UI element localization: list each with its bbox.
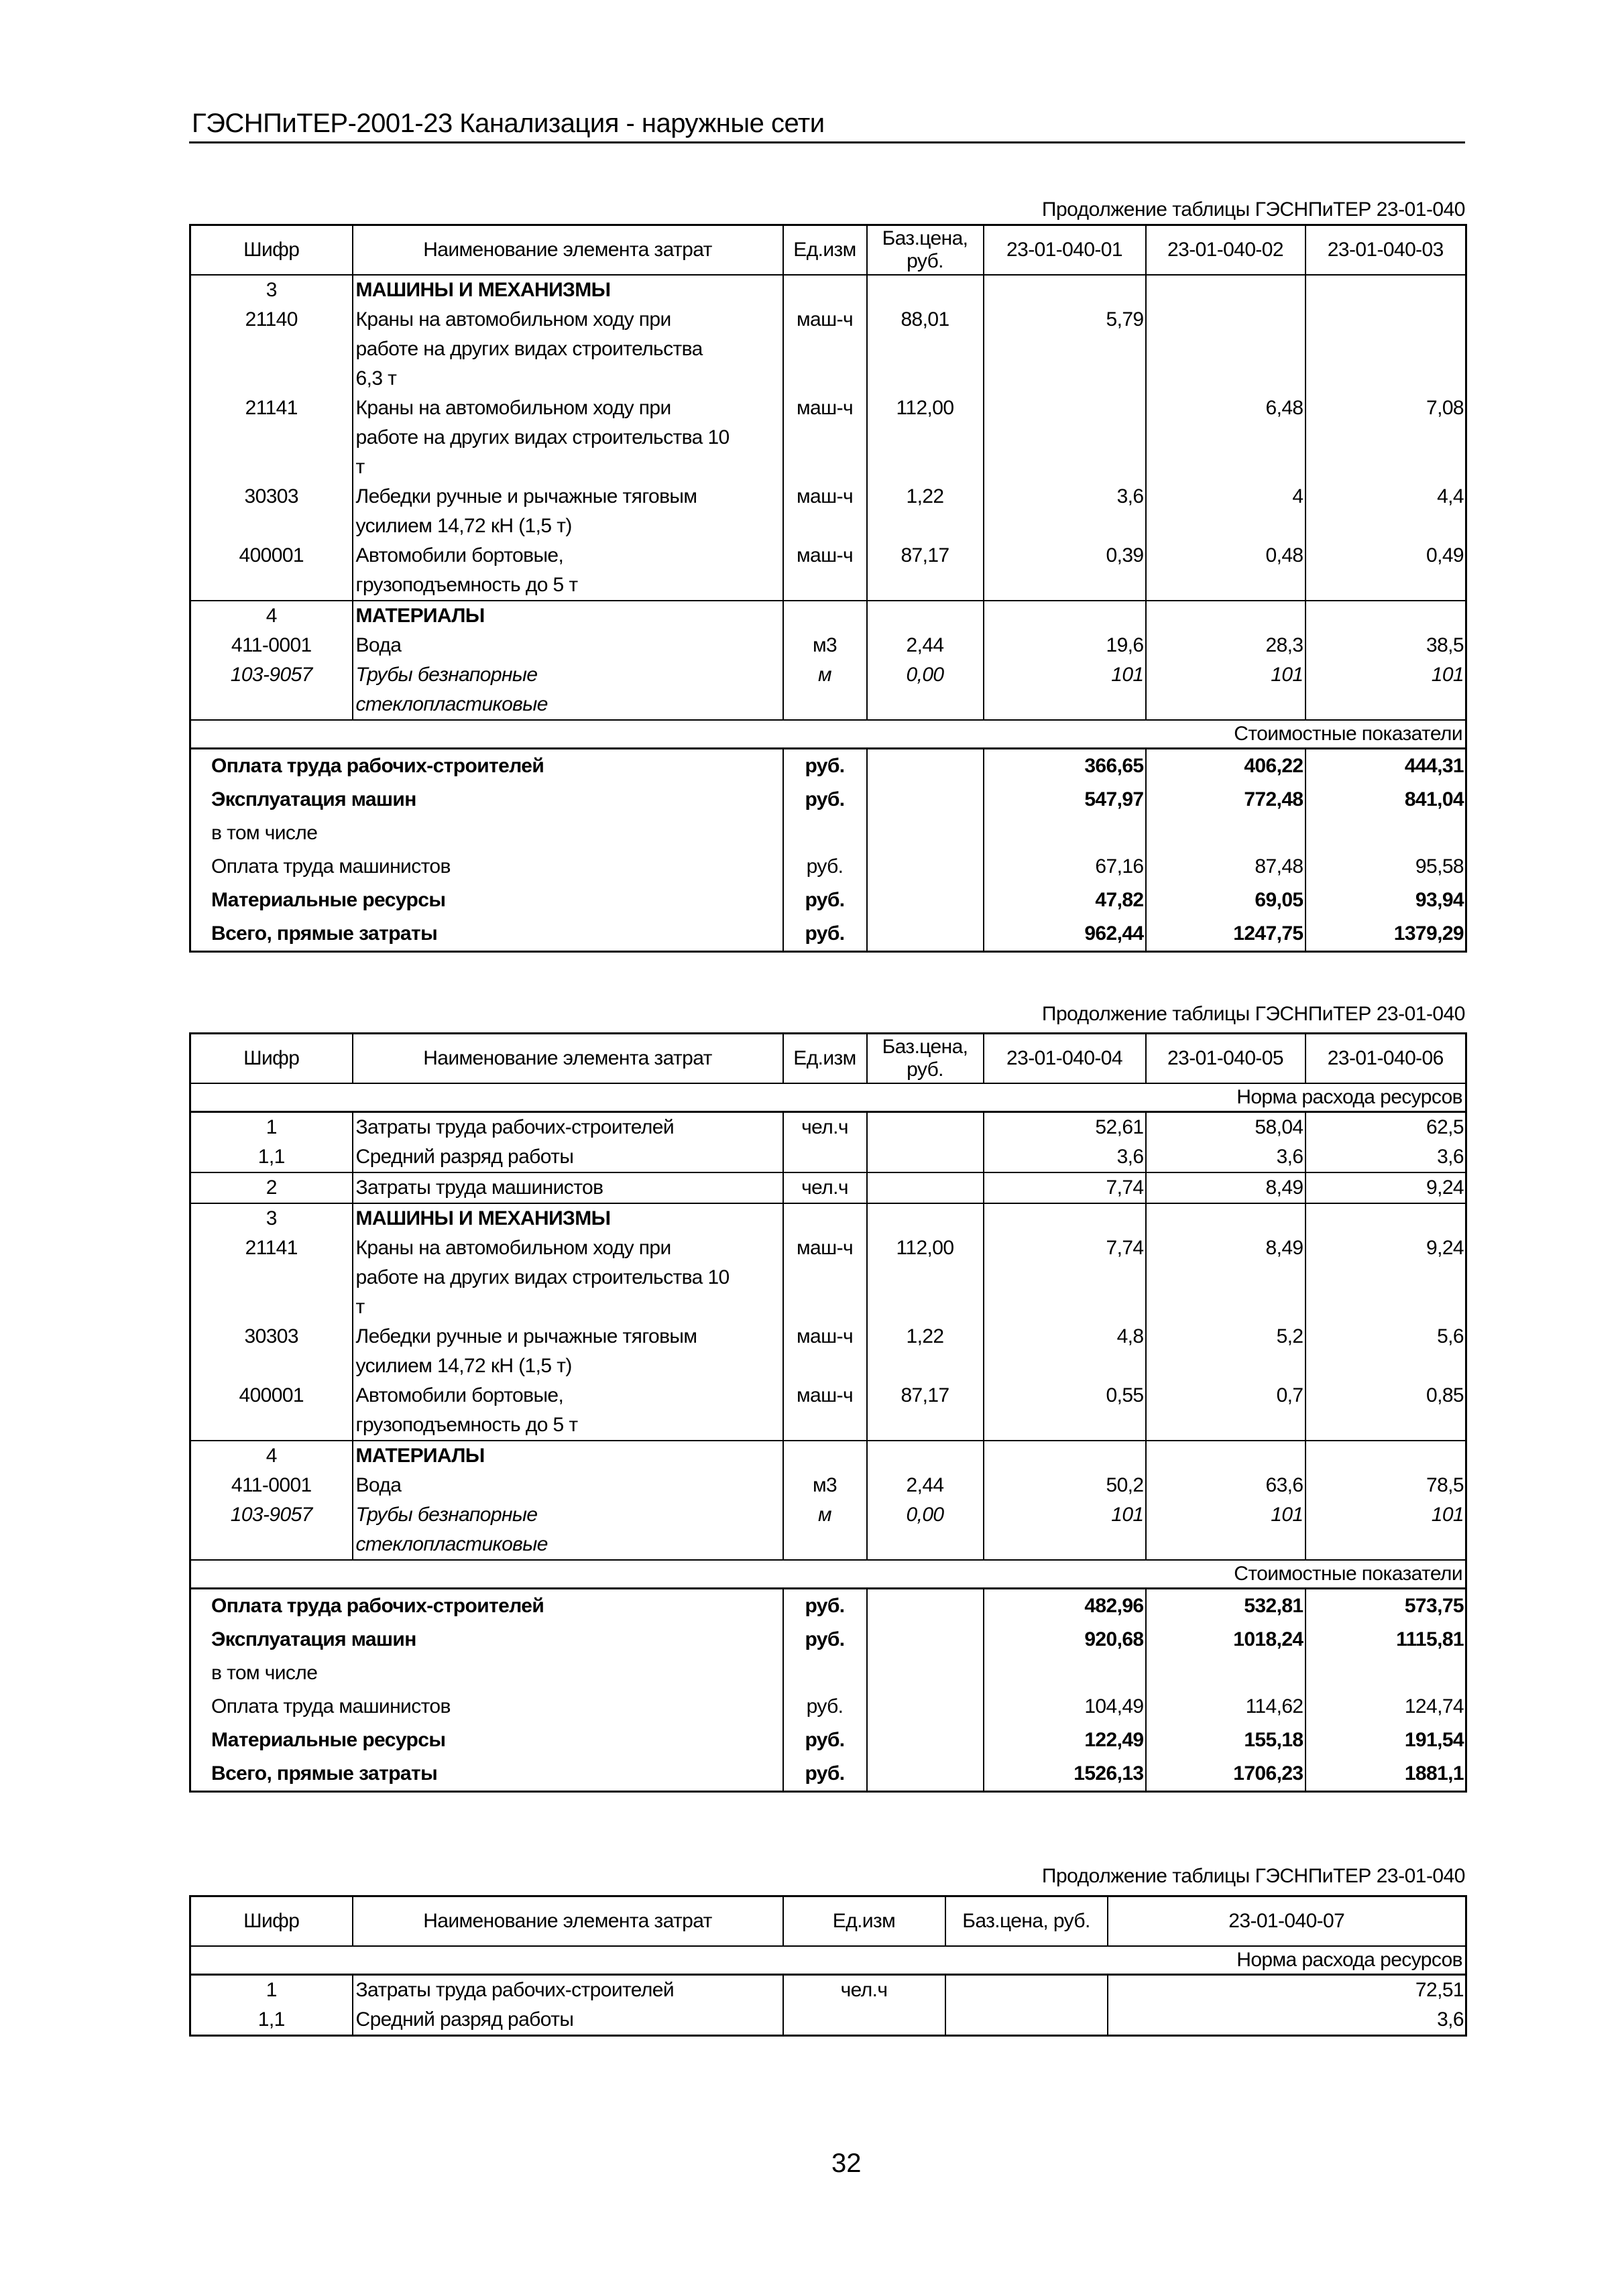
resource-name: Вода	[353, 1471, 783, 1500]
cost-value: 1247,75	[1146, 917, 1306, 952]
base-price	[867, 1441, 984, 1471]
cost-value	[1146, 1656, 1306, 1690]
cost-name: Материальные ресурсы	[211, 1729, 446, 1751]
resource-code: 30303	[244, 485, 298, 507]
base-price	[867, 1172, 984, 1203]
norm-value	[984, 601, 1146, 631]
norm-value	[984, 394, 1146, 482]
base-price: 87,17	[867, 541, 984, 601]
cost-value: 547,97	[984, 783, 1146, 817]
norm-value: 101	[1306, 1500, 1466, 1560]
cost-value: 87,48	[1146, 850, 1306, 884]
column-header: Баз.цена, руб.	[867, 225, 984, 276]
section-title: МАТЕРИАЛЫ	[353, 1441, 783, 1471]
unit: м	[783, 660, 867, 720]
unit: маш-ч	[783, 1381, 867, 1441]
cost-value: 841,04	[1306, 783, 1466, 817]
unit: маш-ч	[783, 482, 867, 541]
cost-value: 1379,29	[1306, 917, 1466, 952]
cost-value: 532,81	[1146, 1589, 1306, 1624]
column-header: 23-01-040-01	[984, 225, 1146, 276]
resource-code: 4	[190, 601, 353, 631]
cost-value	[984, 817, 1146, 850]
unit: чел.ч	[783, 1172, 867, 1203]
cost-value	[1306, 817, 1466, 850]
norm-value: 0,48	[1146, 541, 1306, 601]
resource-code: 1,1	[257, 2008, 285, 2031]
section-title: МАШИНЫ И МЕХАНИЗМЫ	[353, 1203, 783, 1233]
norm-value: 101	[984, 1500, 1146, 1560]
cost-section-label: Стоимостные показатели	[190, 720, 1466, 749]
section-row	[190, 601, 1466, 631]
norm-value: 7,74	[984, 1172, 1146, 1203]
resource-name: Средний разряд работы	[353, 2005, 783, 2036]
norm-value: 50,2	[984, 1471, 1146, 1500]
resource-name: Лебедки ручные и рычажные тяговым усилием 14,72 кН (1,5 т)	[353, 1322, 783, 1381]
norm-value: 8,49	[1146, 1233, 1306, 1322]
table-row	[190, 1322, 1466, 1381]
base-price	[867, 817, 984, 850]
norm-value: 8,49	[1146, 1172, 1306, 1203]
norm-value: 3,6	[984, 482, 1146, 541]
table-row	[190, 1471, 1466, 1500]
norm-value	[1146, 1441, 1306, 1471]
table-caption: Продолжение таблицы ГЭСНПиТЕР 23-01-040	[1041, 198, 1465, 221]
column-header: Ед.изм	[783, 1896, 945, 1947]
resource-name: Автомобили бортовые, грузоподъемность до 5 т	[353, 541, 783, 601]
unit: м	[783, 1500, 867, 1560]
base-price: 1,22	[867, 1322, 984, 1381]
cost-value: 47,82	[984, 884, 1146, 917]
resource-table-1	[189, 224, 1467, 953]
cost-name: Оплата труда рабочих-строителей	[211, 1595, 544, 1617]
cost-section-row	[190, 720, 1466, 749]
header-row	[190, 1034, 1466, 1084]
cost-row	[190, 917, 1466, 952]
unit	[783, 1203, 867, 1233]
norm-value: 7,08	[1306, 394, 1466, 482]
unit	[783, 601, 867, 631]
cost-name: Материальные ресурсы	[211, 889, 446, 911]
resource-code: 21141	[245, 397, 298, 419]
resource-name: Затраты труда рабочих-строителей	[353, 1112, 783, 1143]
cost-row	[190, 1724, 1466, 1757]
resource-code: 411-0001	[231, 1474, 312, 1496]
column-header: Шифр	[190, 225, 353, 276]
table-row	[190, 541, 1466, 601]
resource-code: 3	[266, 279, 277, 301]
resource-code: 103-9057	[230, 664, 312, 686]
cost-name: Всего, прямые затраты	[211, 922, 438, 945]
cost-value: 962,44	[984, 917, 1146, 952]
unit	[783, 1656, 867, 1690]
cost-name: Оплата труда рабочих-строителей	[211, 755, 544, 777]
resource-code: 4	[190, 1441, 353, 1471]
table-row	[190, 660, 1466, 720]
resource-name: Вода	[353, 631, 783, 660]
norm-value: 0,85	[1306, 1381, 1466, 1441]
table-row	[190, 631, 1466, 660]
page-number: 32	[831, 2149, 862, 2178]
norm-value	[984, 1441, 1146, 1471]
section-row	[190, 1203, 1466, 1233]
resource-name: Трубы безнапорные стеклопластиковые	[353, 1500, 783, 1560]
base-price	[867, 884, 984, 917]
table-row	[190, 305, 1466, 394]
norm-value	[1306, 305, 1466, 394]
norm-value	[1146, 1203, 1306, 1233]
cost-value: 122,49	[984, 1724, 1146, 1757]
resource-name: Трубы безнапорные стеклопластиковые	[353, 660, 783, 720]
column-header: 23-01-040-07	[1108, 1896, 1466, 1947]
cost-row	[190, 850, 1466, 884]
cost-value: 155,18	[1146, 1724, 1306, 1757]
table-caption: Продолжение таблицы ГЭСНПиТЕР 23-01-040	[1041, 1865, 1465, 1887]
base-price: 2,44	[867, 1471, 984, 1500]
resource-table-3	[189, 1895, 1467, 2037]
cost-row	[190, 1757, 1466, 1792]
norm-value: 58,04	[1146, 1112, 1306, 1143]
unit: маш-ч	[783, 541, 867, 601]
unit: руб.	[783, 850, 867, 884]
unit: руб.	[783, 783, 867, 817]
base-price	[945, 1975, 1108, 2006]
header-divider	[189, 141, 1465, 143]
norm-value: 9,24	[1306, 1172, 1466, 1203]
table-caption: Продолжение таблицы ГЭСНПиТЕР 23-01-040	[1041, 1003, 1465, 1025]
table-row	[190, 1142, 1466, 1172]
norm-value: 19,6	[984, 631, 1146, 660]
norm-value: 7,74	[984, 1233, 1146, 1322]
base-price	[867, 601, 984, 631]
norm-value: 0,39	[984, 541, 1146, 601]
base-price: 87,17	[867, 1381, 984, 1441]
norm-value: 72,51	[1108, 1975, 1466, 2006]
base-price	[867, 1203, 984, 1233]
column-header: Ед.изм	[783, 1034, 867, 1084]
resource-code: 1	[190, 1112, 353, 1143]
cost-value: 772,48	[1146, 783, 1306, 817]
cost-row	[190, 1656, 1466, 1690]
resource-code: 1	[190, 1975, 353, 2006]
document-header: ГЭСНПиТЕР-2001-23 Канализация - наружные сети	[192, 109, 825, 138]
base-price	[867, 275, 984, 305]
table-row	[190, 2005, 1466, 2036]
column-header: 23-01-040-02	[1146, 225, 1306, 276]
base-price: 1,22	[867, 482, 984, 541]
resource-code: 21140	[245, 308, 298, 330]
unit: руб.	[783, 1724, 867, 1757]
base-price	[867, 783, 984, 817]
base-price	[867, 850, 984, 884]
column-header: Ед.изм	[783, 225, 867, 276]
norm-value: 0,49	[1306, 541, 1466, 601]
norm-section-label: Норма расхода ресурсов	[190, 1946, 1466, 1975]
resource-code: 2	[190, 1172, 353, 1203]
norm-value: 38,5	[1306, 631, 1466, 660]
cost-row	[190, 1589, 1466, 1624]
norm-section-row	[190, 1946, 1466, 1975]
table-row	[190, 1381, 1466, 1441]
cost-row	[190, 783, 1466, 817]
norm-value: 52,61	[984, 1112, 1146, 1143]
cost-section-label: Стоимостные показатели	[190, 1560, 1466, 1589]
norm-value: 3,6	[1306, 1142, 1466, 1172]
column-header: Шифр	[190, 1034, 353, 1084]
base-price: 112,00	[867, 1233, 984, 1322]
unit	[783, 275, 867, 305]
column-header: 23-01-040-06	[1306, 1034, 1466, 1084]
cost-value: 124,74	[1306, 1690, 1466, 1724]
norm-value: 101	[1146, 660, 1306, 720]
base-price	[867, 1757, 984, 1792]
norm-value: 101	[1306, 660, 1466, 720]
resource-code: 400001	[239, 1384, 304, 1406]
norm-value: 4,4	[1306, 482, 1466, 541]
unit: м3	[783, 631, 867, 660]
cost-name: в том числе	[211, 822, 318, 844]
column-header: Наименование элемента затрат	[353, 1034, 783, 1084]
unit: чел.ч	[783, 1975, 945, 2006]
base-price	[867, 749, 984, 784]
cost-value: 573,75	[1306, 1589, 1466, 1624]
norm-value: 6,48	[1146, 394, 1306, 482]
resource-code: 21141	[245, 1237, 298, 1259]
resource-code: 3	[190, 1203, 353, 1233]
norm-value: 101	[1146, 1500, 1306, 1560]
cost-name: в том числе	[211, 1662, 318, 1684]
unit	[783, 1441, 867, 1471]
base-price: 2,44	[867, 631, 984, 660]
header-row	[190, 1896, 1466, 1947]
norm-value: 3,6	[1108, 2005, 1466, 2036]
norm-value	[1146, 275, 1306, 305]
column-header: 23-01-040-05	[1146, 1034, 1306, 1084]
unit: чел.ч	[783, 1112, 867, 1143]
table-row	[190, 394, 1466, 482]
norm-value: 4	[1146, 482, 1306, 541]
cost-row	[190, 1690, 1466, 1724]
resource-name: Затраты труда рабочих-строителей	[353, 1975, 783, 2006]
norm-value	[984, 1203, 1146, 1233]
resource-name: Автомобили бортовые, грузоподъемность до 5 т	[353, 1381, 783, 1441]
norm-value: 5,79	[984, 305, 1146, 394]
resource-name: Затраты труда машинистов	[353, 1172, 783, 1203]
column-header: 23-01-040-03	[1306, 225, 1466, 276]
cost-name: Эксплуатация машин	[211, 788, 416, 810]
unit: маш-ч	[783, 1233, 867, 1322]
unit	[783, 1142, 867, 1172]
norm-value: 62,5	[1306, 1112, 1466, 1143]
table-row	[190, 1172, 1466, 1203]
cost-value: 366,65	[984, 749, 1146, 784]
base-price	[945, 2005, 1108, 2036]
cost-value: 104,49	[984, 1690, 1146, 1724]
unit: руб.	[783, 1589, 867, 1624]
cost-name: Эксплуатация машин	[211, 1628, 416, 1650]
cost-value: 69,05	[1146, 884, 1306, 917]
base-price	[867, 1724, 984, 1757]
resource-code: 30303	[244, 1325, 298, 1347]
resource-table-2	[189, 1032, 1467, 1793]
base-price	[867, 1112, 984, 1143]
norm-value: 63,6	[1146, 1471, 1306, 1500]
unit: руб.	[783, 1757, 867, 1792]
norm-value	[984, 275, 1146, 305]
norm-value	[1306, 275, 1466, 305]
resource-code: 411-0001	[231, 634, 312, 656]
section-row	[190, 1441, 1466, 1471]
resource-code: 400001	[239, 544, 304, 566]
resource-name: Средний разряд работы	[353, 1142, 783, 1172]
norm-value: 78,5	[1306, 1471, 1466, 1500]
unit: руб.	[783, 917, 867, 952]
cost-name: Всего, прямые затраты	[211, 1762, 438, 1785]
cost-value: 114,62	[1146, 1690, 1306, 1724]
cost-name: Оплата труда машинистов	[211, 1695, 451, 1717]
norm-value: 3,6	[984, 1142, 1146, 1172]
resource-code: 103-9057	[230, 1504, 312, 1526]
norm-value: 0,7	[1146, 1381, 1306, 1441]
norm-value: 3,6	[1146, 1142, 1306, 1172]
base-price	[867, 917, 984, 952]
resource-code: 1,1	[257, 1146, 285, 1168]
cost-value: 1115,81	[1306, 1623, 1466, 1656]
table-row	[190, 1233, 1466, 1322]
norm-value: 5,6	[1306, 1322, 1466, 1381]
cost-row	[190, 1623, 1466, 1656]
base-price	[867, 1690, 984, 1724]
resource-name: Краны на автомобильном ходу при работе на других видах строительства 10 т	[353, 1233, 783, 1322]
norm-value	[1146, 601, 1306, 631]
cost-value: 1706,23	[1146, 1757, 1306, 1792]
section-row	[190, 275, 1466, 305]
unit: маш-ч	[783, 305, 867, 394]
column-header: Наименование элемента затрат	[353, 225, 783, 276]
unit: м3	[783, 1471, 867, 1500]
cost-value: 67,16	[984, 850, 1146, 884]
resource-name: Краны на автомобильном ходу при работе на других видах строительства 10 т	[353, 394, 783, 482]
table-row	[190, 1500, 1466, 1560]
cost-value	[984, 1656, 1146, 1690]
base-price: 88,01	[867, 305, 984, 394]
cost-value	[1146, 817, 1306, 850]
section-title: МАТЕРИАЛЫ	[353, 601, 783, 631]
cost-value	[1306, 1656, 1466, 1690]
base-price: 0,00	[867, 1500, 984, 1560]
cost-section-row	[190, 1560, 1466, 1589]
base-price	[867, 1589, 984, 1624]
unit: руб.	[783, 1690, 867, 1724]
table-row	[190, 1975, 1466, 2006]
norm-section-row	[190, 1083, 1466, 1112]
norm-value	[1306, 1203, 1466, 1233]
table-row	[190, 1112, 1466, 1143]
cost-value: 93,94	[1306, 884, 1466, 917]
cost-value: 482,96	[984, 1589, 1146, 1624]
base-price: 112,00	[867, 394, 984, 482]
column-header: Шифр	[190, 1896, 353, 1947]
column-header: Наименование элемента затрат	[353, 1896, 783, 1947]
unit: руб.	[783, 1623, 867, 1656]
cost-value: 444,31	[1306, 749, 1466, 784]
cost-name: Оплата труда машинистов	[211, 855, 451, 878]
column-header: Баз.цена, руб.	[945, 1896, 1108, 1947]
base-price	[867, 1623, 984, 1656]
base-price: 0,00	[867, 660, 984, 720]
norm-value: 5,2	[1146, 1322, 1306, 1381]
base-price	[867, 1142, 984, 1172]
header-row	[190, 225, 1466, 276]
cost-row	[190, 749, 1466, 784]
norm-value: 4,8	[984, 1322, 1146, 1381]
unit: маш-ч	[783, 394, 867, 482]
cost-row	[190, 884, 1466, 917]
norm-value: 28,3	[1146, 631, 1306, 660]
cost-row	[190, 817, 1466, 850]
column-header: Баз.цена, руб.	[867, 1034, 984, 1084]
section-title: МАШИНЫ И МЕХАНИЗМЫ	[353, 275, 783, 305]
cost-value: 1018,24	[1146, 1623, 1306, 1656]
cost-value: 1881,1	[1306, 1757, 1466, 1792]
cost-value: 1526,13	[984, 1757, 1146, 1792]
unit: руб.	[783, 884, 867, 917]
cost-value: 406,22	[1146, 749, 1306, 784]
cost-value: 95,58	[1306, 850, 1466, 884]
norm-value: 9,24	[1306, 1233, 1466, 1322]
unit: маш-ч	[783, 1322, 867, 1381]
resource-name: Лебедки ручные и рычажные тяговым усилием 14,72 кН (1,5 т)	[353, 482, 783, 541]
base-price	[867, 1656, 984, 1690]
table-row	[190, 482, 1466, 541]
norm-value	[1146, 305, 1306, 394]
norm-value: 101	[984, 660, 1146, 720]
norm-value	[1306, 601, 1466, 631]
norm-section-label: Норма расхода ресурсов	[190, 1083, 1466, 1112]
resource-name: Краны на автомобильном ходу при работе на других видах строительства 6,3 т	[353, 305, 783, 394]
cost-value: 191,54	[1306, 1724, 1466, 1757]
norm-value: 0,55	[984, 1381, 1146, 1441]
norm-value	[1306, 1441, 1466, 1471]
unit	[783, 817, 867, 850]
cost-value: 920,68	[984, 1623, 1146, 1656]
column-header: 23-01-040-04	[984, 1034, 1146, 1084]
unit: руб.	[783, 749, 867, 784]
unit	[783, 2005, 945, 2036]
